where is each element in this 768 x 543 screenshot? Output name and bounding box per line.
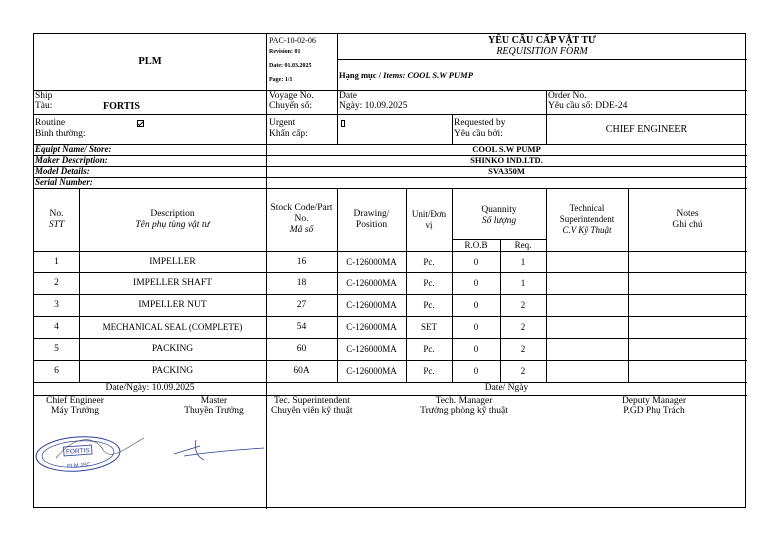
row-drawing: C-126000MA xyxy=(346,366,397,376)
col-unit-1: Unit/Đơn xyxy=(411,208,447,219)
row-req: 2 xyxy=(520,344,526,354)
col-stock-2: No. xyxy=(294,214,309,224)
title-en: REQUISITION FORM xyxy=(496,46,588,57)
row-req: 2 xyxy=(520,366,526,376)
voyage-label-en: Voyage No. xyxy=(269,91,314,101)
col-stock-1: Stock Code/Part xyxy=(270,203,333,213)
col-rob-header: R.O.B xyxy=(464,239,488,250)
order-label: Order No. xyxy=(548,91,587,101)
ship-label-en: Ship xyxy=(35,91,53,101)
col-no-header xyxy=(34,188,79,251)
row-rob: 0 xyxy=(473,300,479,310)
voyage-label-vn: Chuyến số: xyxy=(269,101,313,111)
row-stock: 27 xyxy=(296,300,307,310)
urgent-label-en: Urgent xyxy=(269,118,296,128)
tech-superintendent-en: Tec. Superintendent xyxy=(274,396,350,406)
row-rob: 0 xyxy=(473,278,479,288)
row-unit: Pc. xyxy=(423,300,435,310)
row-no: 1 xyxy=(54,256,59,267)
chief-engineer-vn: Máy Trưởng xyxy=(51,406,99,416)
col-req-header: Req. xyxy=(514,239,532,250)
date-label: Date xyxy=(339,91,357,101)
col-tech-1: Technical xyxy=(569,203,605,213)
maker-value: SHINKO IND.LTD. xyxy=(470,155,543,165)
col-stock-vn: Mã số xyxy=(289,225,314,235)
row-desc: MECHANICAL SEAL (COMPLETE) xyxy=(102,322,243,332)
model-value: SVA350M xyxy=(488,166,525,176)
urgent-checkbox[interactable] xyxy=(341,120,345,127)
date-value: Ngày: 10.09.2025 xyxy=(339,101,408,111)
equip-name-value: COOL S.W PUMP xyxy=(472,144,541,154)
row-unit: SET xyxy=(420,322,437,332)
col-drawing-header xyxy=(337,188,406,251)
col-stock-header xyxy=(266,188,337,251)
row-rob: 0 xyxy=(473,256,479,267)
category-value: Items: COOL S.W PUMP xyxy=(383,70,473,80)
footer-right-date: Date/ Ngày xyxy=(484,383,529,393)
row-req: 1 xyxy=(520,278,526,288)
col-notes-header xyxy=(628,188,747,251)
tech-superintendent-vn: Chuyên viên kỹ thuật xyxy=(271,406,353,416)
stamp-text-2: PLM JSC xyxy=(67,462,91,470)
ship-label-vn: Tàu: xyxy=(35,101,53,111)
master-en: Master xyxy=(200,396,228,406)
row-drawing: C-126000MA xyxy=(346,300,397,310)
serial-label: Serial Number: xyxy=(35,177,93,187)
master-signature xyxy=(174,440,264,460)
tech-manager-en: Tech. Manager xyxy=(435,396,493,406)
row-drawing: C-126000MA xyxy=(346,256,397,267)
row-stock: 60 xyxy=(296,344,307,354)
row-desc: IMPELLER xyxy=(149,256,196,267)
row-req: 1 xyxy=(520,256,526,267)
title-vn: YÊU CẦU CẤP VẬT TƯ xyxy=(488,35,596,46)
chief-engineer-en: Chief Engineer xyxy=(46,396,104,406)
col-drawing-1: Drawing/ xyxy=(353,208,390,219)
col-desc-en: Description xyxy=(150,208,195,219)
model-label: Model Details: xyxy=(35,166,90,176)
col-qty-en: Quannity xyxy=(481,205,517,215)
col-tech-vn: C.V Kỹ Thuật xyxy=(562,225,612,235)
deputy-manager-en: Deputy Manager xyxy=(621,396,687,406)
row-unit: Pc. xyxy=(423,344,435,354)
col-qty-vn: Số lượng xyxy=(481,216,517,226)
row-no: 3 xyxy=(54,300,59,310)
row-desc: IMPELLER NUT xyxy=(138,300,207,310)
col-tech-header xyxy=(546,188,628,251)
page-number: Page: 1/1 xyxy=(269,77,293,83)
row-req: 2 xyxy=(520,322,526,332)
row-unit: Pc. xyxy=(423,366,435,376)
ship-name: FORTIS xyxy=(103,101,140,112)
revision: Revision: 01 xyxy=(269,49,301,55)
row-desc: IMPELLER SHAFT xyxy=(133,278,212,288)
row-unit: Pc. xyxy=(423,278,435,288)
doc-date: Date: 01.03.2025 xyxy=(269,63,312,69)
row-stock: 18 xyxy=(296,278,307,288)
row-desc: PACKING xyxy=(151,344,194,354)
row-stock: 60A xyxy=(293,366,310,376)
col-unit-2: vị xyxy=(425,219,433,230)
stamp-text-1: FORTIS xyxy=(65,447,90,456)
col-drawing-2: Position xyxy=(355,219,388,230)
col-desc-header xyxy=(79,188,266,251)
row-no: 5 xyxy=(54,344,59,354)
row-desc: PACKING xyxy=(151,366,194,376)
col-desc-vn: Tên phụ tùng vật tư xyxy=(135,219,210,230)
category-label: Hạng mục / xyxy=(339,70,384,80)
row-no: 2 xyxy=(54,278,59,288)
col-notes-en: Notes xyxy=(676,208,699,219)
col-no-vn: STT xyxy=(48,219,65,230)
col-qty-header xyxy=(452,202,546,230)
row-no: 6 xyxy=(54,366,59,376)
row-drawing: C-126000MA xyxy=(346,344,397,354)
urgent-label-vn: Khẩn cấp: xyxy=(269,129,308,139)
row-drawing: C-126000MA xyxy=(346,278,397,288)
row-rob: 0 xyxy=(473,322,479,332)
footer-left-date: Date/Ngày: 10.09.2025 xyxy=(105,383,195,393)
tech-manager-vn: Trưởng phòng kỹ thuật xyxy=(420,406,508,416)
requisition-form xyxy=(33,33,746,508)
deputy-manager-vn: P.GD Phụ Trách xyxy=(623,406,685,416)
routine-label-en: Routine xyxy=(35,118,66,128)
col-unit-header xyxy=(406,188,452,251)
requested-label-vn: Yêu cầu bởi: xyxy=(454,129,503,139)
equip-name-label: Equipt Name/ Store: xyxy=(35,144,112,154)
col-notes-vn: Ghi chú xyxy=(672,219,703,230)
row-unit: Pc. xyxy=(423,256,435,267)
row-drawing: C-126000MA xyxy=(346,322,397,332)
company-name: PLM xyxy=(138,56,162,67)
col-no-en: No. xyxy=(49,208,64,219)
row-no: 4 xyxy=(54,322,59,332)
row-stock: 54 xyxy=(296,322,307,332)
routine-checkbox[interactable] xyxy=(137,120,144,127)
master-vn: Thuyền Trưởng xyxy=(184,406,244,416)
requested-value: CHIEF ENGINEER xyxy=(605,123,688,135)
serial-value xyxy=(266,177,747,188)
routine-label-vn: Bình thường: xyxy=(35,129,86,139)
requested-label-en: Requested by xyxy=(454,118,506,128)
row-req: 2 xyxy=(520,300,526,310)
category xyxy=(339,70,473,81)
stamp-and-signatures xyxy=(34,426,266,486)
doc-code: PAC-10-02-06 xyxy=(269,36,316,45)
col-tech-2: Superintendent xyxy=(559,214,615,224)
order-value: Yêu cầu số: DDE-24 xyxy=(548,101,628,111)
row-stock: 16 xyxy=(296,256,307,267)
maker-label: Maker Description: xyxy=(35,155,108,165)
row-rob: 0 xyxy=(473,344,479,354)
row-rob: 0 xyxy=(473,366,479,376)
